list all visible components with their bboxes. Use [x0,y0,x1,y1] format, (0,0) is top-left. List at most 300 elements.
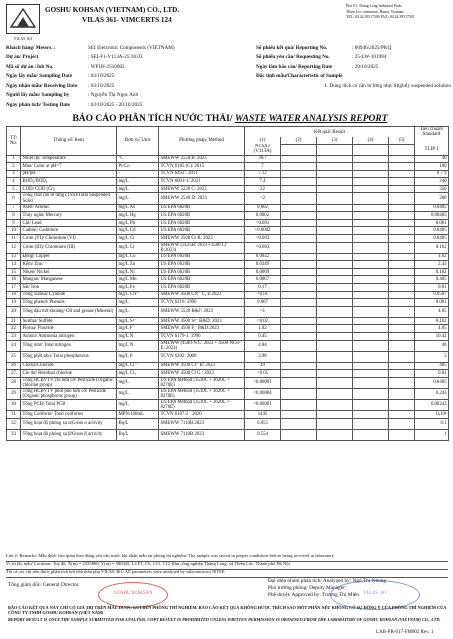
row-empty [353,276,389,284]
row-standard: 0.00405 [415,212,449,220]
meta-value: : 03/10/2025 [88,73,115,80]
row-empty [389,429,415,440]
row-empty [317,340,353,351]
col-header-empty [281,144,317,155]
row-empty [353,185,389,193]
table-row [7,351,449,362]
row-empty [317,429,353,440]
row-result: 0.002 [245,204,281,212]
col-header-empty [317,144,353,155]
row-method: SMEWW 4500 S²⁻ B&D: 2023 [159,317,245,325]
row-standard: 2.43 [415,261,449,269]
row-unit: Pt-Co [117,163,159,171]
row-method: TCVN 6001-1: 2021 [159,178,245,186]
meta-row [256,72,451,82]
row-parameter: Mangan/ Manganese [21,276,117,284]
row-standard: 5 [415,351,449,362]
row-standard: 0.0405 [415,204,449,212]
row-empty [389,170,415,178]
table-row [7,193,449,204]
meta-row [6,53,236,63]
row-empty [317,283,353,291]
col-header-unit: Đơn vị/ Unit [117,127,159,156]
meta-value: SEI Electronic Components (VIETNAM) [88,44,175,51]
title-en: WASTE WATER ANALYSIS REPORT [234,114,388,124]
row-unit: mg/L Ni [117,268,159,276]
row-standard: 0.81 [415,370,449,378]
row-number: 16 [7,276,21,284]
col-header-result: Kết quả/ Result [245,127,415,138]
row-number: 13 [7,253,21,261]
row-empty [317,227,353,235]
meta-label: Đặc tính mẫu/Characteristic of Sample [256,73,343,80]
row-empty [389,212,415,220]
form-number: LAB-PR-017-FM002 Rev. 1 [376,630,434,635]
meta-label: Số phiếu kết quả/ Reporting No. [256,44,328,51]
row-method: TCVN 6179-1: 1996 [159,332,245,340]
row-empty [389,227,415,235]
row-empty [317,185,353,193]
row-empty [389,399,415,410]
row-number: 27 [7,370,21,378]
row-standard: 0.00243 [415,399,449,410]
row-empty [353,242,389,253]
meta-value: 1. Dung dịch có cặn lơ lửng nhẹ/ Slightly suspended solution [324,82,451,89]
row-empty [281,332,317,340]
meta-value: : 25-LW-101984 [352,54,387,61]
row-unit: MPN/100mL [117,410,159,418]
table-row [7,332,449,340]
row-result: 4.84 [245,340,281,351]
row-number: 19 [7,299,21,307]
row-result: 0.0067 [245,276,281,284]
row-empty [317,317,353,325]
row-unit: mg/L N [117,332,159,340]
row-empty [353,370,389,378]
row-empty [281,253,317,261]
row-unit: mg/L As [117,204,159,212]
results-table [6,126,448,441]
row-empty [389,291,415,299]
row-number: 23 [7,332,21,340]
row-unit: mg/L Cr [117,242,159,253]
row-result: <1 [245,306,281,317]
row-parameter: Crom (III)/ Chromium (III) [21,242,117,253]
row-method: SMEWW 7110B:2023 [159,429,245,440]
row-method: US EPA 6020B [159,283,245,291]
row-number: 12 [7,242,21,253]
row-result: 0.45 [245,332,281,340]
row-parameter: Sắt/ Iron [21,283,117,291]
table-row [7,306,449,317]
meta-row [6,43,236,53]
table-row [7,410,449,418]
row-empty [281,283,317,291]
row-empty [281,410,317,418]
row-parameter: Tổng hoạt độ phóng xạ β/Gross β activity [21,429,117,440]
row-empty [353,155,389,163]
row-method: TCVN 6216: 1996 [159,299,245,307]
row-empty [317,178,353,186]
row-standard: 0.162 [415,242,449,253]
row-standard: 0.162 [415,268,449,276]
report-meta-left [6,43,236,110]
row-standard: 0.0405 [415,234,449,242]
row-unit: mg/L [117,306,159,317]
table-row [7,268,449,276]
row-result: 7 [245,163,281,171]
row-method: US EPA Method (3510C + 3620C + 8270E) [159,399,245,410]
row-result: 22 [245,185,281,193]
row-method: SMEWW 4500 F⁻ B&D:2023 [159,325,245,333]
row-standard: 0.1 [415,418,449,429]
row-standard: 0.081 [415,219,449,227]
table-row [7,261,449,269]
row-result: 1.02 [245,325,281,333]
row-method: US EPA 6020B [159,212,245,220]
row-empty [317,242,353,253]
row-result: 0.0002 [245,212,281,220]
meta-label: Mã số dự án /Job No. [6,63,54,70]
row-number: 17 [7,283,21,291]
row-empty [353,325,389,333]
row-standard: 1.62 [415,253,449,261]
row-result: <2 [245,193,281,204]
row-unit: mg/L Mn [117,276,159,284]
row-parameter: Tổng PCB/ Total PCB [21,399,117,410]
row-result: 30.7 [245,155,281,163]
row-unit: mg/L [117,178,159,186]
row-empty [317,253,353,261]
meta-row [6,100,236,110]
row-standard: 1 [415,429,449,440]
meta-label: Ngày phân tích/ Testing Date [6,101,70,108]
row-method: SMEWW 4500 Cl G : 2023 [159,370,245,378]
row-parameter: Tổng nitơ/ Total nitrogen [21,340,117,351]
row-empty [353,212,389,220]
row-result: <0.001 [245,219,281,227]
row-parameter: BOD₅/BOD₅ [21,178,117,186]
row-number: 11 [7,234,21,242]
row-parameter: Tổng phốt pho/ Total phosphorous [21,351,117,362]
row-standard: 100 [415,163,449,171]
row-standard: 0.81 [415,283,449,291]
row-unit: mg/L Zn [117,261,159,269]
row-empty [281,219,317,227]
address-line: Plot F1, Thang Long Industrial Park, [346,4,402,8]
table-row [7,242,449,253]
row-empty [317,219,353,227]
row-empty [281,291,317,299]
row-method: SMEWW (4500-N.C: 2023 + 4500-NO3- E: 2023) [159,340,245,351]
row-empty [317,276,353,284]
row-result: 0.0069 [245,268,281,276]
table-row [7,370,449,378]
table-row [7,163,449,171]
row-method: US EPA 6020B [159,227,245,235]
row-method: TCVN 6492 : 2011 [159,170,245,178]
row-standard: 0.0567 [415,291,449,299]
table-row [7,377,449,388]
row-empty [281,429,317,440]
row-empty [317,204,353,212]
row-method: US EPA Method (3510C + 3620C + 8270E) [159,377,245,388]
row-unit: mg/L [117,399,159,410]
row-empty [389,193,415,204]
row-empty [317,306,353,317]
row-empty [281,362,317,370]
row-empty [317,410,353,418]
row-empty [389,155,415,163]
col-header-standard-name: TLIP 1 [415,144,449,155]
table-row [7,388,449,399]
address-line: Thien Loc commune, Hanoi, Vietnam. [346,9,405,14]
row-empty [389,261,415,269]
row-empty [353,317,389,325]
row-unit: mg/L Cl₂ [117,370,159,378]
row-empty [281,325,317,333]
row-empty [389,410,415,418]
row-standard: 0.405 [415,276,449,284]
row-number: 5 [7,185,21,193]
col-header-sample-id: NTSX1 (V113A) [245,144,281,155]
row-method: US EPA 6020B [159,219,245,227]
meta-value: : Nguyễn Thị Ngọc Anh [88,92,139,99]
row-method: SMEWW 7110B:2023 [159,418,245,429]
row-empty [353,178,389,186]
row-empty [281,340,317,351]
table-row [7,362,449,370]
row-empty [281,155,317,163]
row-parameter: Cadimi/ Cadmium [21,227,117,235]
row-empty [389,299,415,307]
row-standard: 10.42 [415,332,449,340]
row-empty [353,362,389,370]
row-empty [281,227,317,235]
row-empty [389,204,415,212]
row-empty [281,299,317,307]
report-footer [6,554,448,578]
row-result: 49 [245,362,281,370]
row-parameter: Niken/ Nickel [21,268,117,276]
row-empty [389,178,415,186]
row-empty [389,219,415,227]
row-method: SMEWW 4500 CN⁻ C, E:2023 [159,291,245,299]
meta-label: Dự án/ Project [6,54,39,61]
row-parameter: Amoni/ Ammonia nitrogen [21,332,117,340]
meta-row [6,62,236,72]
row-unit: mg/L Cr [117,234,159,242]
row-empty [389,332,415,340]
row-result: 7.12 [245,170,281,178]
row-empty [353,163,389,171]
row-empty [389,185,415,193]
table-row [7,178,449,186]
row-number: 24 [7,340,21,351]
row-unit: Bq/L [117,429,159,440]
row-empty [353,306,389,317]
row-standard: 4.05 [415,306,449,317]
row-standard: 350 [415,185,449,193]
row-method: US EPA 6020B [159,268,245,276]
row-empty [281,185,317,193]
row-parameter: Nhiệt độ/ Temperature [21,155,117,163]
row-number: 28 [7,377,21,388]
row-empty [389,340,415,351]
row-method: US EPA 6020B [159,276,245,284]
row-unit: mg/L Pb [117,219,159,227]
row-number: 29 [7,388,21,399]
col-header-empty [389,144,415,155]
row-empty [317,155,353,163]
row-parameter: Màu/ Color at pH=7 [21,163,117,171]
meta-row [6,91,236,101]
approved-by: Phê duyệt/ Approved by: Trương Thị Miên [268,592,359,598]
meta-value: : 03/10/2025 - 20/10/2025 [88,101,143,108]
row-method: SMEWW 5520 B&F: 2023 [159,306,245,317]
report-meta-right [256,43,451,91]
row-empty [353,429,389,440]
logo-mark [7,5,39,33]
row-empty [389,351,415,362]
meta-value: : 20/10/2025 [352,63,379,70]
title-vn: BÁO CÁO PHÂN TÍCH NƯỚC THẢI/ [72,114,233,124]
row-empty [281,261,317,269]
row-number: 4 [7,178,21,186]
row-number: 33 [7,429,21,440]
row-empty [281,377,317,388]
row-empty [317,261,353,269]
row-empty [353,219,389,227]
row-parameter: Florua/ Fluoride [21,325,117,333]
row-standard: 40 [415,155,449,163]
table-row [7,253,449,261]
col-header-sample-3: (3) [317,137,353,144]
table-row [7,325,449,333]
row-empty [317,388,353,399]
row-empty [353,388,389,399]
table-row [7,219,449,227]
row-result: <0.00001 [245,377,281,388]
row-parameter: Thủy ngân/ Mercury [21,212,117,220]
row-method: US EPA 6020B [159,253,245,261]
subcontract-note: Tất cả các chỉ tiêu được phân tích bởi nhà thầu phụ VILAS 361/ All parameters were analysed by subcontractor ISTEE [6,570,448,578]
row-unit: mg/L P [117,351,159,362]
row-empty [317,332,353,340]
row-unit: mg/L CN⁻ [117,291,159,299]
row-empty [281,234,317,242]
row-empty [281,178,317,186]
row-parameter: pH/pH [21,170,117,178]
row-empty [353,332,389,340]
row-empty [317,325,353,333]
row-result: <0.003 [245,234,281,242]
row-method: SMEWW 4500 Cl⁻ B: 2023 [159,362,245,370]
row-empty [317,212,353,220]
row-empty [353,340,389,351]
row-empty [353,193,389,204]
meta-row [256,62,451,72]
meta-value: : SEI-F1-V113A-25.10.03 [88,54,143,61]
row-empty [389,163,415,171]
row-parameter: Tổng Coliform/ Total coliforms [21,410,117,418]
row-empty [281,370,317,378]
lab-accreditation: VILAS 361- VIMCERTS 124 [82,16,172,24]
row-method: US EPA 6020B [159,204,245,212]
sampling-location: Vị trí lấy mẫu/ Location: Toạ độ: X(m) = 2335868, Y(m) = 580345, Lô F1, C6, C11, C12 Khu công nghiệp Thăng Long, xã Thiên Lộc, Thành phố Hà Nội [6,562,448,570]
row-number: 21 [7,317,21,325]
row-empty [317,291,353,299]
table-row [7,212,449,220]
row-number: 3 [7,170,21,178]
row-empty [317,163,353,171]
row-empty [281,163,317,171]
row-parameter: Asen/ Arsenic [21,204,117,212]
row-empty [353,399,389,410]
row-standard: 40 [415,340,449,351]
row-standard: 0.243 [415,388,449,399]
row-result: <0.02 [245,317,281,325]
row-number: 22 [7,325,21,333]
row-number: 18 [7,291,21,299]
row-empty [389,325,415,333]
row-empty [389,253,415,261]
address-line: TEL: 84.24.39517500 FAX: 84.24.39517501 [346,15,415,19]
row-empty [317,377,353,388]
row-number: 10 [7,227,21,235]
row-empty [389,418,415,429]
row-empty [389,388,415,399]
row-unit: °C [117,155,159,163]
row-number: 25 [7,351,21,362]
row-number: 8 [7,212,21,220]
row-empty [353,204,389,212]
row-empty [353,227,389,235]
table-row [7,429,449,440]
row-empty [317,362,353,370]
row-method: TCVN 6202: 2008 [159,351,245,362]
col-header-standard: Tiêu chuẩn/ Standard [415,127,449,138]
meta-label: Người lấy mẫu/ Sampling by [6,92,70,99]
row-method: SMEWW 5220 C: 2023 [159,185,245,193]
row-unit: mg/L Hg [117,212,159,220]
row-empty [353,418,389,429]
meta-row [256,81,451,91]
row-number: 32 [7,418,21,429]
row-empty [353,377,389,388]
company-stamp: GOSHU KOHSAN [98,582,168,608]
row-standard: 0.0405 [415,377,449,388]
row-empty [281,306,317,317]
row-empty [389,234,415,242]
meta-label: Ngày nhận mẫu/ Receiving Date [6,82,78,89]
row-result: 7.4 [245,178,281,186]
meta-label: Khách hàng/ Messrs. : [6,44,56,51]
row-standard: 0.162 [415,317,449,325]
row-empty [317,299,353,307]
meta-row [256,53,451,63]
row-empty [281,268,317,276]
row-empty [281,242,317,253]
row-standard: 200 [415,193,449,204]
row-empty [281,276,317,284]
row-parameter: Tổng chất rắn lơ lửng (TSS)/Total Suspended Solid [21,193,117,204]
row-result: <0.00004 [245,388,281,399]
row-empty [353,410,389,418]
row-parameter: Chì/ Lead [21,219,117,227]
row-unit: - [117,170,159,178]
row-standard: 0.081 [415,299,449,307]
